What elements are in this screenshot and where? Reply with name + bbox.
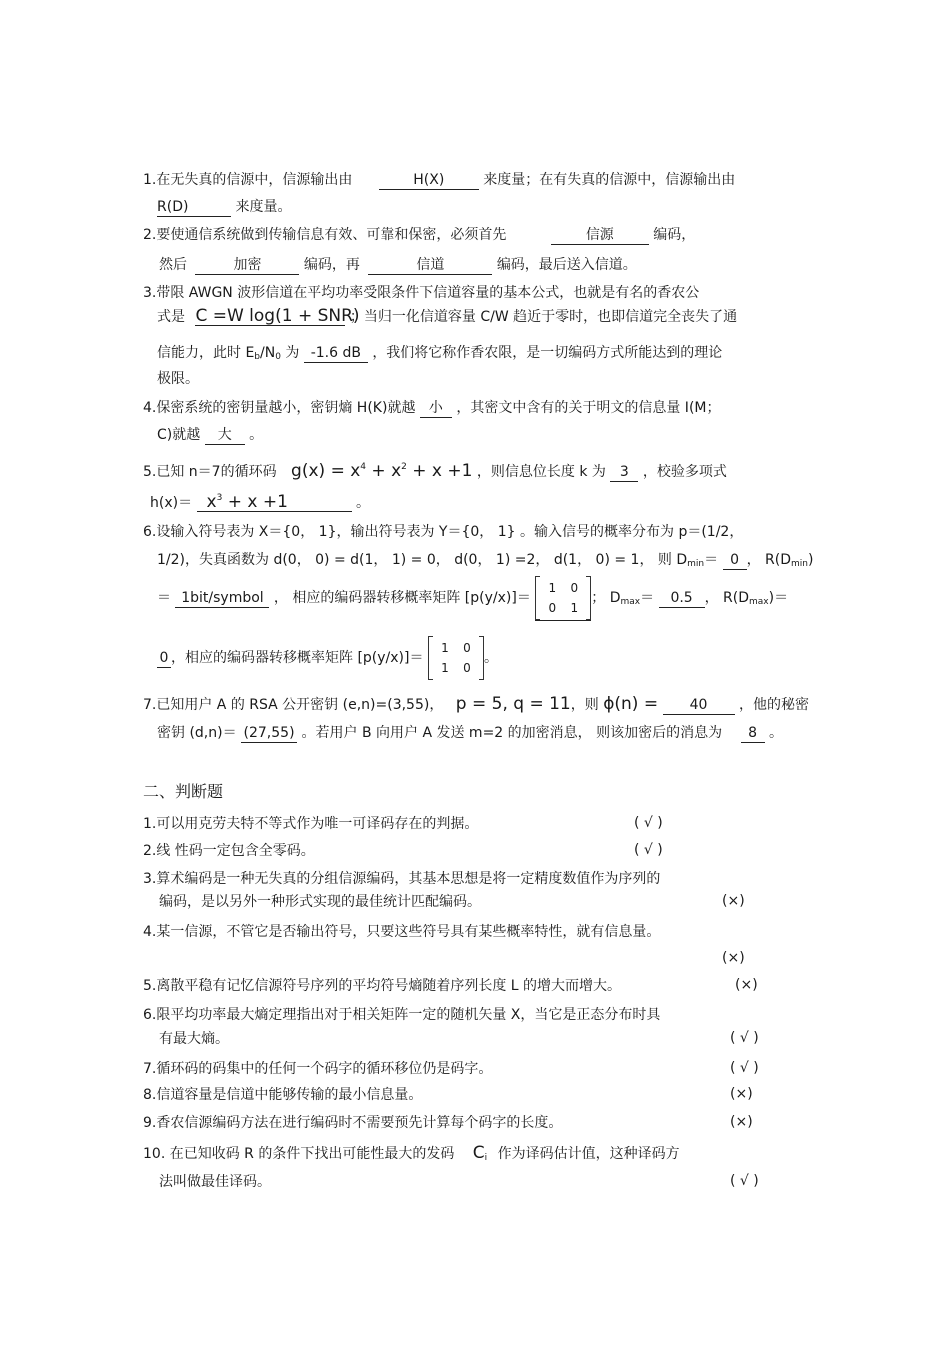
- text: ): [807, 552, 814, 568]
- text: ， R(D: [746, 552, 791, 568]
- text: 编码，最后送入信道。: [496, 257, 637, 273]
- text: + x +1: [406, 461, 473, 481]
- q7-pq: p = 5, q = 11: [455, 694, 571, 714]
- subscript: min: [687, 559, 705, 569]
- text: ，我们将它称作香农限，是一切编码方式所能达到的理论: [372, 345, 723, 361]
- judge-item-6b: 有最大熵。: [159, 1031, 229, 1047]
- text: ， R(D: [704, 590, 749, 606]
- judge-item-7: 7.循环码的码集中的任何一个码字的循环移位仍是码字。: [143, 1061, 493, 1077]
- q3-formula: C =W log(1 + SNR): [195, 306, 360, 326]
- subscript: 0: [275, 352, 281, 362]
- text: ， 相应的编码器转移概率矩阵 [p(y/x)]＝: [273, 590, 531, 606]
- section-heading: 二、判断题: [143, 782, 224, 801]
- text: 。若用户 B 向用户 A 发送 m=2 的加密消息， 则该加密后的消息为: [301, 725, 723, 741]
- q7-line1: [143, 693, 809, 716]
- text: x: [206, 492, 217, 512]
- q1-blank-hx: H(X): [379, 172, 479, 190]
- q4-blank-large: 大: [205, 427, 245, 445]
- text: ＝: [640, 590, 655, 606]
- text: 来度量。: [235, 199, 292, 215]
- text: 编码，再: [303, 257, 360, 273]
- matrix-identity: [535, 576, 591, 621]
- text: 1.在无失真的信源中，信源输出由: [143, 172, 353, 188]
- text: 式是: [157, 309, 185, 325]
- text: + x: [366, 461, 402, 481]
- q7-blank-private-key: (27,55): [241, 725, 297, 743]
- q5-line1: [143, 456, 727, 483]
- exponent: 2: [401, 462, 407, 472]
- matrix-cell: 0: [548, 600, 557, 615]
- text: /N: [260, 345, 276, 361]
- text: C)就越: [157, 427, 201, 443]
- text: 为: [280, 345, 300, 361]
- matrix-cell: 1: [441, 661, 449, 675]
- judge-item-4: 4.某一信源，不管它是否输出符号，只要这些符号具有某些概率特性，就有信息量。: [143, 924, 661, 940]
- q3-line4: 极限。: [157, 371, 199, 387]
- text: 。: [769, 725, 784, 741]
- judge-item-3b: 编码，是以另外一种形式实现的最佳统计匹配编码。: [159, 894, 481, 910]
- text: 5.已知 n＝7的循环码: [143, 464, 277, 480]
- subscript: b: [254, 352, 261, 362]
- text: ； D: [591, 590, 621, 606]
- text: C: [472, 1143, 485, 1163]
- text: 然后: [159, 257, 187, 273]
- q6-blank-dmax: 0.5: [659, 590, 705, 608]
- matrix-cell: 1: [441, 641, 449, 655]
- q6-blank-rdmax: 0: [157, 650, 171, 668]
- exponent: 3: [216, 493, 223, 503]
- q5-line2: [150, 490, 370, 514]
- text: ；当归一化信道容量 C/W 趋近于零时，也即信道完全丧失了通: [349, 309, 738, 325]
- judge-answer-3: (×): [722, 893, 745, 909]
- matrix-cell: 1: [548, 580, 557, 595]
- q2-line1: [143, 226, 695, 245]
- text: 。: [356, 495, 370, 511]
- judge-answer-1: ( √ ): [634, 815, 663, 831]
- q2-blank-source: 信源: [551, 227, 649, 245]
- q2-blank-encrypt: 加密: [195, 257, 299, 275]
- q6-line1: 6.设输入符号表为 X＝{0， 1}，输出符号表为 Y＝{0， 1} 。输入信号的概率分布为 p＝(1/2，: [143, 524, 744, 540]
- judge-answer-9: (×): [730, 1114, 753, 1130]
- text: )＝: [768, 590, 789, 606]
- matrix-cell: 0: [463, 641, 471, 655]
- judge-item-9: 9.香农信源编码方法在进行编码时不需要预先计算每个码字的长度。: [143, 1115, 563, 1131]
- text: 7.已知用户 A 的 RSA 公开密钥 (e,n)=(3,55)，: [143, 697, 444, 713]
- q2-line2: [159, 256, 637, 275]
- text: 编码，: [653, 227, 696, 243]
- text: ，相应的编码器转移概率矩阵 [p(y/x)]＝: [171, 650, 424, 666]
- text: 密钥 (d,n)＝: [157, 725, 237, 741]
- q1-blank-rd: R(D): [157, 199, 231, 217]
- text: 。: [483, 650, 498, 666]
- text: ，则: [570, 697, 599, 713]
- q6-blank-dmin: 0: [723, 552, 747, 570]
- exponent: 4: [360, 462, 367, 472]
- q6-line3: [157, 574, 788, 626]
- text: ，其密文中含有的关于明文的信息量 I(M；: [456, 400, 721, 416]
- q7-phi: ϕ(n) =: [603, 694, 659, 714]
- subscript: max: [749, 597, 769, 607]
- subscript: i: [484, 1153, 488, 1163]
- judge-answer-10: ( √ ): [730, 1173, 759, 1189]
- ci-symbol: [473, 1143, 487, 1163]
- text: ，则信息位长度 k 为: [476, 464, 606, 480]
- judge-answer-5: (×): [735, 977, 758, 993]
- judge-answer-8: (×): [730, 1086, 753, 1102]
- q5-blank-k: 3: [610, 464, 638, 482]
- text: h(x)＝: [150, 495, 193, 511]
- q6-line4: [157, 634, 498, 682]
- judge-item-8: 8.信道容量是信道中能够传输的最小信息量。: [143, 1087, 423, 1103]
- text: ，他的秘密: [739, 697, 809, 713]
- judge-answer-6: ( √ ): [730, 1030, 759, 1046]
- q4-blank-small: 小: [420, 400, 452, 418]
- matrix-deterministic: [428, 636, 484, 680]
- judge-item-5: 5.离散平稳有记忆信源符号序列的平均符号熵随着序列长度 L 的增大而增大。: [143, 978, 622, 994]
- q3-blank-shannon: -1.6 dB: [304, 345, 368, 363]
- judge-item-3a: 3.算术编码是一种无失真的分组信源编码，其基本思想是将一定精度数值作为序列的: [143, 871, 661, 887]
- judge-item-6a: 6.限平均功率最大熵定理指出对于相关矩阵一定的随机矢量 X，当它是正态分布时具: [143, 1007, 661, 1023]
- q7-blank-cipher: 8: [741, 725, 765, 743]
- q3-line1: 3.带限 AWGN 波形信道在平均功率受限条件下信道容量的基本公式，也就是有名的香农公: [143, 285, 700, 301]
- judge-answer-7: ( √ ): [730, 1060, 759, 1076]
- text: 4.保密系统的密钥量越小，密钥熵 H(K)就越: [143, 400, 416, 416]
- q1-line1: [143, 171, 735, 190]
- q7-line2: [157, 724, 783, 743]
- q5-blank-hx: [197, 490, 352, 512]
- q3-line2: [157, 306, 737, 328]
- q5-generator-poly: [291, 461, 472, 481]
- q6-blank-rdmin: 1bit/symbol: [175, 590, 269, 608]
- judge-answer-4: (×): [722, 950, 745, 966]
- q2-blank-channel: 信道: [368, 257, 492, 275]
- text: ，校验多项式: [642, 464, 727, 480]
- q4-line2: [157, 426, 263, 445]
- judge-item-10b: 法叫做最佳译码。: [159, 1174, 271, 1190]
- q1-line2: [157, 198, 291, 217]
- text: 。: [249, 427, 264, 443]
- text: ＝: [157, 590, 171, 606]
- text: 2.要使通信系统做到传输信息有效、可靠和保密，必须首先: [143, 227, 507, 243]
- q7-blank-phi: 40: [663, 697, 735, 715]
- judge-item-2: 2.线 性码一定包含全零码。: [143, 843, 315, 859]
- judge-item-10a: [143, 1142, 680, 1169]
- matrix-cell: 1: [570, 600, 579, 615]
- text: g(x) = x: [291, 461, 361, 481]
- text: + x +1: [222, 492, 288, 512]
- subscript: max: [620, 597, 641, 607]
- q4-line1: [143, 399, 720, 418]
- matrix-cell: 0: [570, 580, 579, 595]
- text: ＝: [704, 552, 719, 568]
- text: 10. 在已知收码 R 的条件下找出可能性最大的发码: [143, 1146, 455, 1162]
- q6-line2: [157, 551, 813, 573]
- text: 信能力，此时 E: [157, 345, 255, 361]
- matrix-cell: 0: [463, 661, 471, 675]
- q3-line3: [157, 344, 722, 366]
- judge-item-1: 1.可以用克劳夫特不等式作为唯一可译码存在的判据。: [143, 816, 479, 832]
- text: 1/2)，失真函数为 d(0， 0) = d(1， 1) = 0， d(0， 1) =2， d(1， 0) = 1， 则 D: [157, 552, 688, 568]
- judge-answer-2: ( √ ): [634, 842, 663, 858]
- text: 作为译码估计值，这种译码方: [497, 1146, 680, 1162]
- text: 来度量；在有失真的信源中，信源输出由: [483, 172, 736, 188]
- subscript: min: [790, 559, 808, 569]
